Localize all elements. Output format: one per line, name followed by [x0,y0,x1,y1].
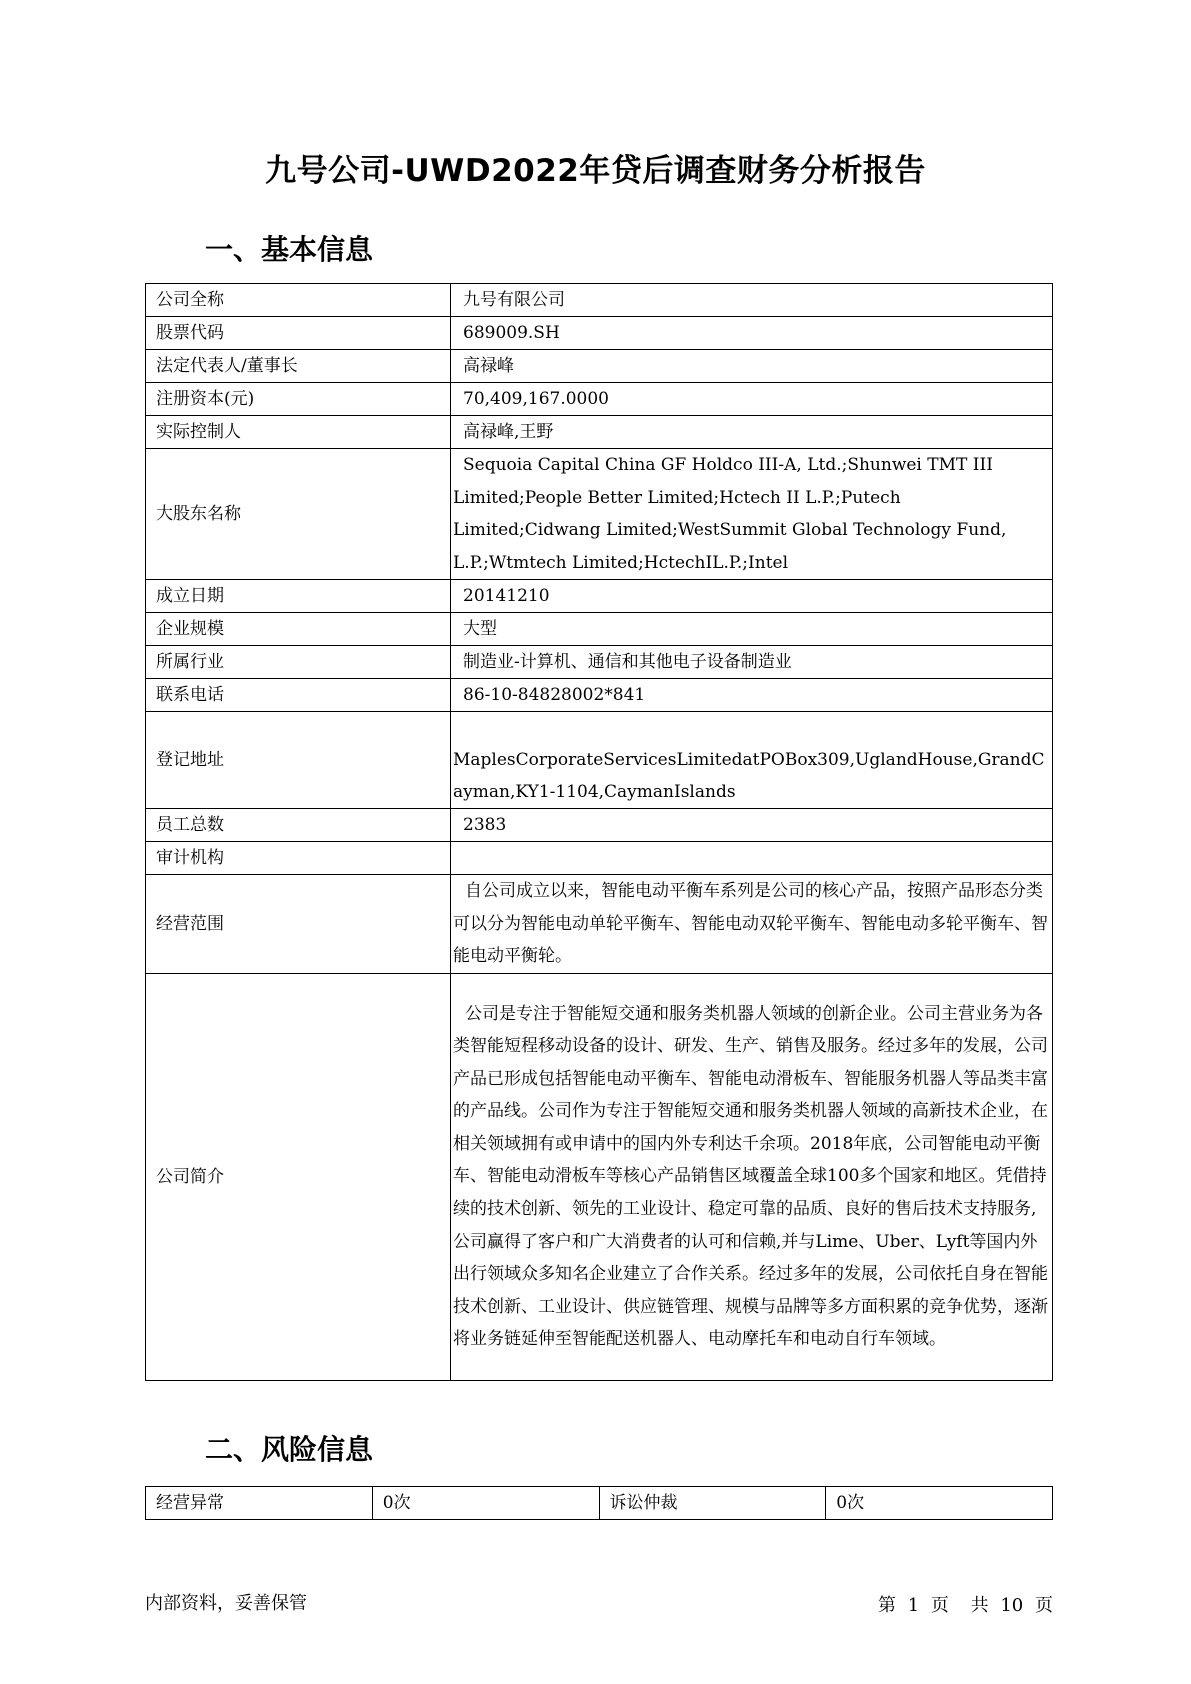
table-row [146,809,1053,842]
company-full-name: 九号有限公司 [451,284,1053,317]
field-label: 企业规模 [146,613,451,646]
field-label: 公司简介 [146,973,451,1380]
field-label: 员工总数 [146,809,451,842]
field-label: 登记地址 [146,712,451,809]
table-row [146,646,1053,679]
establishment-date: 20141210 [451,580,1053,613]
registered-address-cell [451,712,1053,809]
table-row [146,1487,1053,1520]
registered-capital: 70,409,167.0000 [451,383,1053,416]
table-row [146,449,1053,580]
table-row [146,350,1053,383]
field-label: 经营范围 [146,875,451,974]
table-row [146,679,1053,712]
field-label: 大股东名称 [146,449,451,580]
field-label: 法定代表人/董事长 [146,350,451,383]
total-pages: 10 [1000,1595,1024,1616]
table-row [146,973,1053,1380]
field-label: 公司全称 [146,284,451,317]
legal-representative: 高禄峰 [451,350,1053,383]
field-label: 成立日期 [146,580,451,613]
registered-address: MaplesCorporateServicesLimitedatPOBox309,UglandHouse,GrandCayman,KY1-1104,CaymanIslands [453,750,1045,802]
field-label: 所属行业 [146,646,451,679]
section-heading-risk-info: 二、风险信息 [205,1433,374,1466]
table-row [146,383,1053,416]
major-shareholders: Sequoia Capital China GF Holdco III-A, Ltd.;Shunwei TMT III Limited;People Better Limited;Hctech II L.P.;Putech Limited;Cidwang Limited;WestSummit Global Technology Fund, L.P.;Wtmtech Limited;HctechIL.P.;Intel [451,449,1053,580]
footer-confidential-note: 内部资料，妥善保管 [145,1593,307,1614]
table-row [146,842,1053,875]
audit-firm [451,842,1053,875]
field-label: 注册资本(元) [146,383,451,416]
table-row [146,317,1053,350]
risk-info-table [145,1486,1053,1520]
field-label: 实际控制人 [146,416,451,449]
page-prefix: 第 [877,1595,896,1616]
company-profile: 公司是专注于智能短交通和服务类机器人领域的创新企业。公司主营业务为各类智能短程移动设备的设计、研发、生产、销售及服务。经过多年的发展，公司产品已形成包括智能电动平衡车、智能电动滑板车、智能服务机器人等品类丰富的产品线。公司作为专注于智能短交通和服务类机器人领域的高新技术企业，在相关领域拥有或申请中的国内外专利达千余项。2018年底，公司智能电动平衡车、智能电动滑板车等核心产品销售区域覆盖全球100多个国家和地区。凭借持续的技术创新、领先的工业设计、稳定可靠的品质、良好的售后技术支持服务,公司赢得了客户和广大消费者的认可和信赖,并与Lime、Uber、Lyft等国内外出行领域众多知名企业建立了合作关系。经过多年的发展，公司依托自身在智能技术创新、工业设计、供应链管理、规模与品牌等多方面积累的竞争优势，逐渐将业务链延伸至智能配送机器人、电动摩托车和电动自行车领域。 [451,973,1053,1380]
litigation-label: 诉讼仲裁 [599,1487,826,1520]
table-row [146,613,1053,646]
company-scale: 大型 [451,613,1053,646]
section-heading-basic-info: 一、基本信息 [205,233,374,266]
table-row [146,284,1053,317]
field-label: 股票代码 [146,317,451,350]
document-title: 九号公司-UWD2022年贷后调查财务分析报告 [265,153,926,189]
field-label: 联系电话 [146,679,451,712]
litigation-value: 0次 [826,1487,1053,1520]
page-indicator [872,1591,1053,1617]
page-number: 1 [907,1595,920,1616]
field-label: 审计机构 [146,842,451,875]
table-row [146,875,1053,974]
operation-anomaly-label: 经营异常 [146,1487,373,1520]
total-prefix: 共 [970,1595,989,1616]
stock-code: 689009.SH [451,317,1053,350]
operation-anomaly-value: 0次 [372,1487,599,1520]
business-scope: 自公司成立以来，智能电动平衡车系列是公司的核心产品，按照产品形态分类可以分为智能电动单轮平衡车、智能电动双轮平衡车、智能电动多轮平衡车、智能电动平衡轮。 [451,875,1053,974]
actual-controller: 高禄峰,王野 [451,416,1053,449]
contact-phone: 86-10-84828002*841 [451,679,1053,712]
employee-count: 2383 [451,809,1053,842]
table-row [146,712,1053,809]
table-row [146,580,1053,613]
page-suffix: 页 [930,1595,949,1616]
total-suffix: 页 [1035,1595,1053,1616]
industry: 制造业-计算机、通信和其他电子设备制造业 [451,646,1053,679]
basic-info-table [145,283,1053,1381]
table-row [146,416,1053,449]
